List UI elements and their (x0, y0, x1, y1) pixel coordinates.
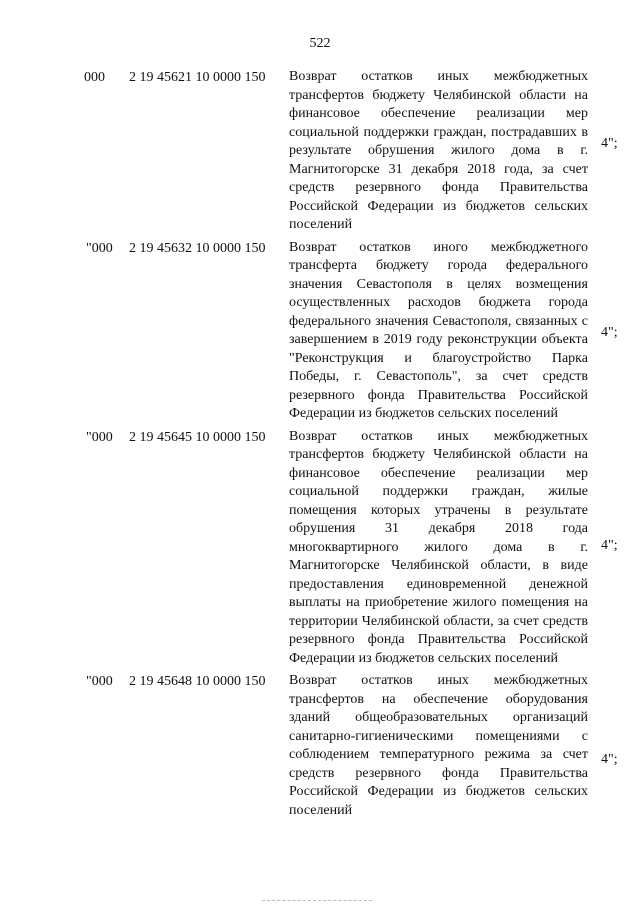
page-number: 522 (309, 36, 331, 51)
scan-edge-mark (262, 900, 372, 901)
table-row (0, 672, 640, 820)
admin-code: "000 (86, 240, 113, 256)
budget-code-table (0, 68, 640, 820)
budget-classification-code: 2 19 45632 10 0000 150 (129, 240, 266, 256)
admin-code: "000 (86, 429, 113, 445)
admin-code: 000 (84, 70, 105, 85)
row-description: Возврат остатков иных межбюджетных трансфертов бюджету Челябинской области на финансовое обеспечение реализации мер социальной поддержки граждан, пострадавших в результате обрушения жилого дома в г. Магнитогорске 31 декабря 2018 года, за счет средств резервного фонда Правительства Российской Федерации из бюджетов сельских поселений (289, 69, 588, 232)
row-tail-value: 4"; (601, 324, 618, 340)
budget-classification-code: 2 19 45645 10 0000 150 (129, 429, 266, 445)
row-description: Возврат остатков иных межбюджетных трансфертов бюджету Челябинской области на финансовое обеспечение реализации мер социальной поддержки граждан, жилые помещения которых утрачены в результате обрушения 31 декабря 2018 года многоквартирного жилого дома в г. Магнитогорске Челябинской области, в виде предоставления единовременной денежной выплаты на приобретение жилого помещения на территории Челябинской области, за счет средств резервного фонда Правительства Российской Федерации из бюджетов сельских поселений (289, 428, 588, 666)
table-row (0, 239, 640, 424)
admin-code: "000 (86, 674, 113, 689)
row-description: Возврат остатков иных межбюджетных трансфертов на обеспечение оборудования зданий общеобразовательных организаций санитарно-гигиеническими помещениями с соблюдением температурного режима за счет средств резервного фонда Правительства Российской Федерации из бюджетов сельских поселений (289, 673, 588, 818)
table-row (0, 428, 640, 669)
budget-classification-code: 2 19 45648 10 0000 150 (129, 674, 266, 689)
budget-classification-code: 2 19 45621 10 0000 150 (129, 70, 266, 85)
table-row (0, 68, 640, 235)
row-description: Возврат остатков иного межбюджетного трансферта бюджету города федерального значения Севастополя в целях возмещения осуществленных расходов бюджета города федерального значения Севастополя, связанных с завершением в 2019 году реконструкции объекта "Реконструкция и благоустройство Парка Победы, г. Севастополь", за счет средств резервного фонда Правительства Российской Федерации из бюджетов сельских поселений (289, 239, 588, 421)
row-tail-value: 4"; (601, 136, 618, 151)
row-tail-value: 4"; (601, 752, 618, 767)
row-tail-value: 4"; (601, 537, 618, 553)
